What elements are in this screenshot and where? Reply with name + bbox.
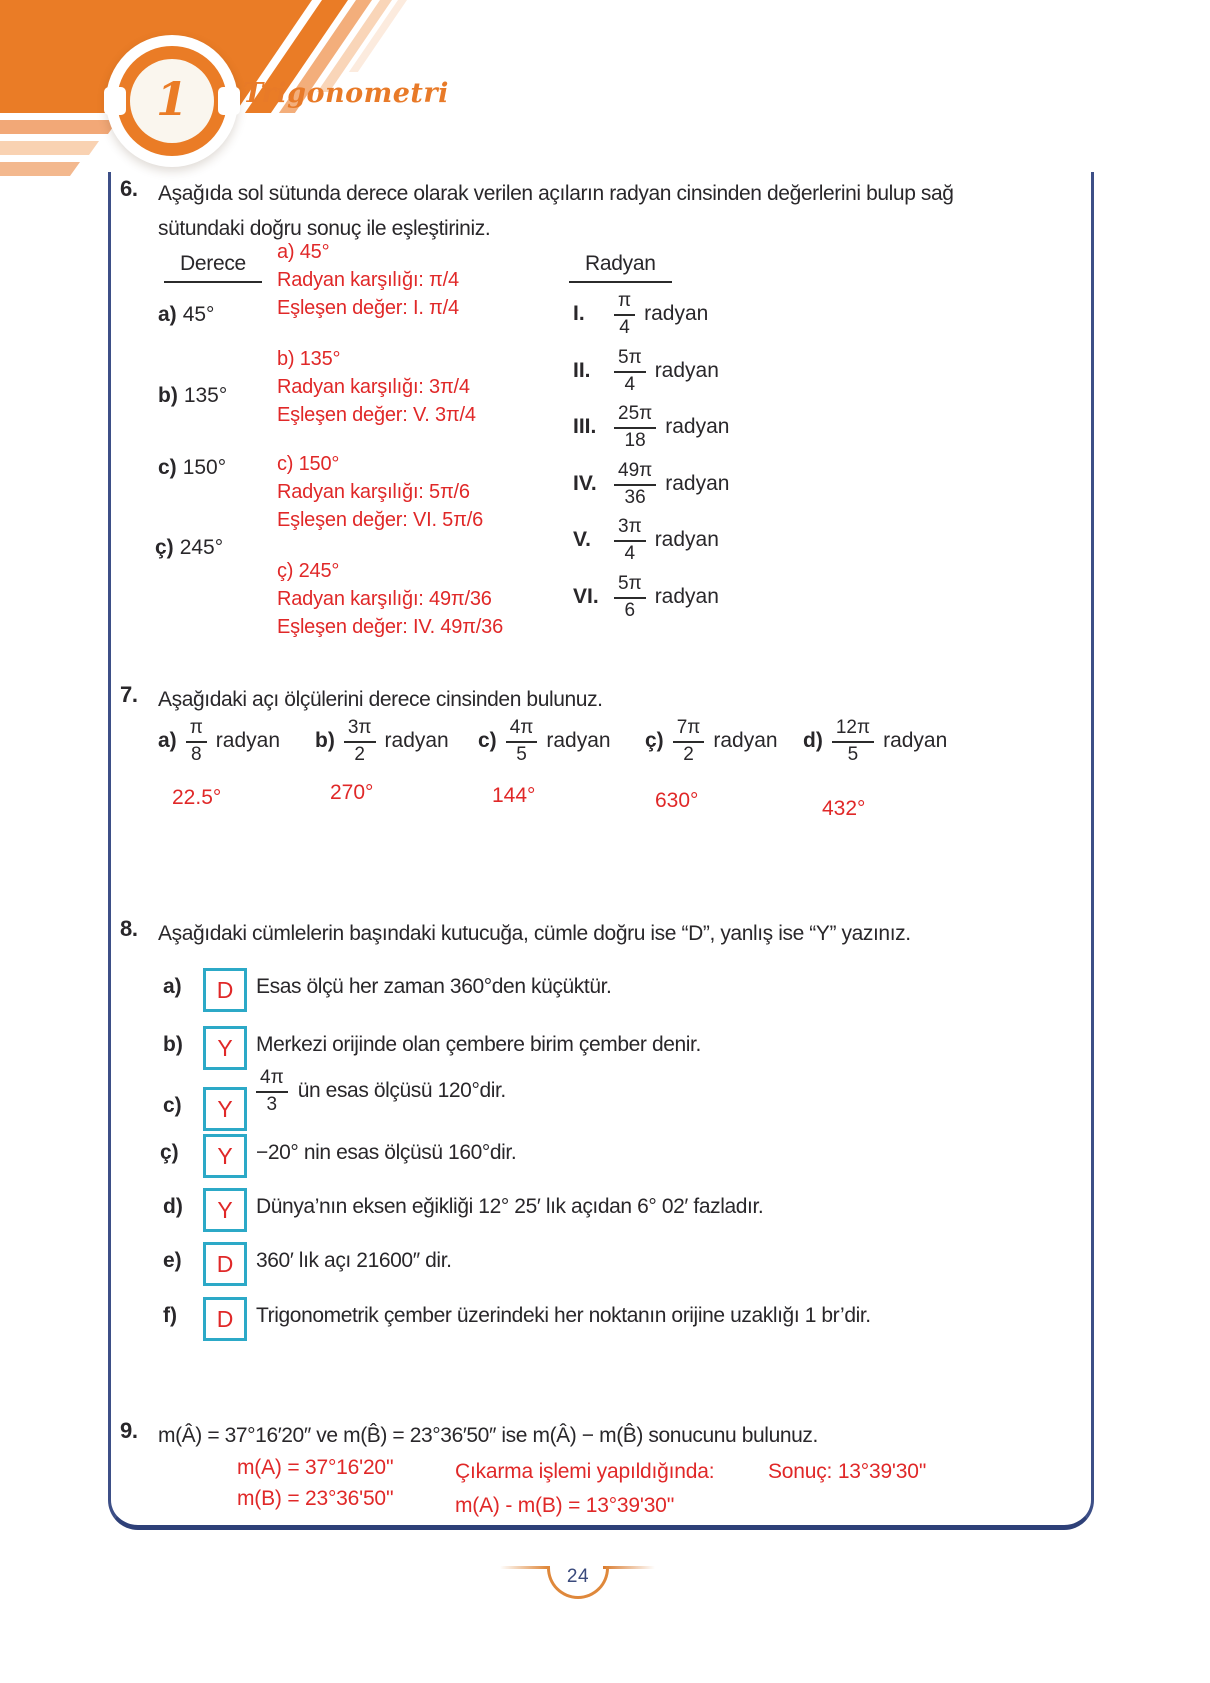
radian-option: III. $\frac{25\pi}{18}$ radyan [573, 403, 730, 451]
handwritten-answer: 432° [822, 797, 866, 820]
statement-text: 360′ lık açı 21600″ dir. [256, 1249, 452, 1272]
item-label: a) [163, 975, 182, 998]
handwritten-answer-c: c) 150° Radyan karşılığı: 5π/6 Eşleşen değer: VI. 5π/6 [277, 453, 483, 531]
item-label: d) [163, 1195, 183, 1218]
true-false-box [203, 1188, 247, 1232]
true-false-box [203, 1087, 247, 1131]
handwritten-answer-a: a) 45° Radyan karşılığı: π/4 Eşleşen değer: I. π/4 [277, 241, 459, 319]
fraction: $\frac{12\pi}{5}$ [832, 718, 874, 765]
header-left-stripe [0, 162, 80, 176]
column-header-radyan: Radyan [569, 252, 672, 283]
fraction: $\frac{5\pi}{4}$ [614, 348, 646, 395]
fraction: $\frac{3\pi}{4}$ [614, 517, 646, 564]
true-false-box [203, 968, 247, 1012]
fraction: $\frac{49\pi}{36}$ [614, 461, 656, 508]
fraction: $\frac{5\pi}{6}$ [614, 574, 646, 621]
statement-text: Dünya’nın eksen eğikliği 12° 25′ lık açıdan 6° 02′ fazladır. [256, 1195, 764, 1218]
column-header-derece: Derece [164, 252, 262, 283]
ex7-item: b) $\frac{3\pi}{2}$ radyan [315, 717, 449, 765]
degree-item: ç) 245° [155, 536, 224, 559]
footer-page-bracket [547, 1566, 609, 1599]
header-left-stripe [0, 141, 99, 155]
handwritten-letter: D [216, 1305, 234, 1332]
fraction: $\frac{3\pi}{2}$ [344, 718, 376, 765]
unit-badge-notch [218, 87, 240, 115]
handwritten-answer: 144° [492, 784, 536, 807]
fraction: $\frac{7\pi}{2}$ [673, 718, 705, 765]
handwritten-work-middle: Çıkarma işlemi yapıldığında: m(A) - m(B) = 13°39'30'' [455, 1460, 715, 1517]
degree-item: b) 135° [158, 384, 228, 407]
handwritten-letter: D [216, 976, 234, 1003]
true-false-box [203, 1297, 247, 1341]
handwritten-letter: Y [217, 1034, 233, 1061]
question-number: 7. [120, 682, 138, 707]
handwritten-letter: Y [217, 1095, 233, 1122]
handwritten-work-left: m(A) = 37°16'20'' m(B) = 23°36'50'' [237, 1456, 394, 1510]
true-false-box [203, 1242, 247, 1286]
question-number: 6. [120, 176, 138, 201]
item-label: ç) [160, 1141, 179, 1164]
ex7-item: d) $\frac{12\pi}{5}$ radyan [803, 717, 948, 765]
handwritten-letter: Y [217, 1142, 233, 1169]
page-number: 24 [566, 1566, 590, 1587]
header-left-stripe [0, 120, 118, 134]
item-label: c) [163, 1094, 182, 1117]
question-text: Aşağıda sol sütunda derece olarak verilen açıların radyan cinsinden değerlerini bulup sağ sütundaki doğru sonuç ile eşleştiriniz. [158, 182, 954, 240]
question-number: 9. [120, 1418, 138, 1443]
handwritten-answer: 22.5° [172, 786, 222, 809]
question-text: Aşağıdaki cümlelerin başındaki kutucuğa, cümle doğru ise “D”, yanlış ise “Y” yazınız. [158, 922, 911, 945]
handwritten-answer-b: b) 135° Radyan karşılığı: 3π/4 Eşleşen değer: V. 3π/4 [277, 348, 476, 426]
footer-line-right [603, 1566, 655, 1569]
radian-option: V. $\frac{3\pi}{4}$ radyan [573, 516, 719, 564]
question-number: 8. [120, 916, 138, 941]
handwritten-result: Sonuç: 13°39'30'' [768, 1460, 927, 1483]
statement-text: Trigonometrik çember üzerindeki her noktanın orijine uzaklığı 1 br’dir. [256, 1304, 871, 1327]
ex7-item: ç) $\frac{7\pi}{2}$ radyan [645, 717, 778, 765]
true-false-box [203, 1134, 247, 1178]
item-label: e) [163, 1249, 182, 1272]
unit-badge-notch [104, 87, 126, 115]
radian-option: VI. $\frac{5\pi}{6}$ radyan [573, 573, 719, 621]
fraction: $\frac{4\pi}{5}$ [506, 718, 538, 765]
handwritten-letter: Y [217, 1196, 233, 1223]
unit-badge [130, 59, 214, 143]
handwritten-answer-c-cedilla: ç) 245° Radyan karşılığı: 49π/36 Eşleşen değer: IV. 49π/36 [277, 560, 503, 638]
statement-text: −20° nin esas ölçüsü 160°dir. [256, 1141, 517, 1164]
radian-option: IV. $\frac{49\pi}{36}$ radyan [573, 460, 730, 508]
footer-line-left [500, 1566, 547, 1569]
handwritten-answer: 630° [655, 789, 699, 812]
statement-text: ün esas ölçüsü 120°dir. [297, 1079, 506, 1103]
statement-text: Merkezi orijinde olan çembere birim çember denir. [256, 1033, 701, 1056]
radian-option: I. $\frac{\pi}{4}$ radyan [573, 290, 709, 338]
item-label: b) [163, 1033, 183, 1056]
statement-with-fraction [256, 1068, 506, 1115]
unit-number: 1 [155, 72, 188, 126]
fraction: $\frac{25\pi}{18}$ [614, 404, 656, 451]
fraction: $\frac{4\pi}{3}$ [256, 1068, 288, 1115]
degree-item: c) 150° [158, 456, 227, 479]
ex7-item: a) $\frac{\pi}{8}$ radyan [158, 717, 281, 765]
handwritten-answer: 270° [330, 781, 374, 804]
fraction: $\frac{\pi}{8}$ [186, 718, 207, 765]
item-label: f) [163, 1304, 177, 1327]
true-false-box [203, 1026, 247, 1070]
question-text: m(Â) = 37°16′20″ ve m(B̂) = 23°36′50″ ise m(Â) − m(B̂) sonucunu bulunuz. [158, 1424, 818, 1447]
fraction: $\frac{\pi}{4}$ [614, 291, 635, 338]
handwritten-letter: D [216, 1250, 234, 1277]
radian-option: II. $\frac{5\pi}{4}$ radyan [573, 347, 719, 395]
chapter-title: Trigonometri [243, 78, 449, 109]
degree-item: a) 45° [158, 303, 215, 326]
statement-text: Esas ölçü her zaman 360°den küçüktür. [256, 975, 612, 998]
question-text: Aşağıdaki açı ölçülerini derece cinsinden bulunuz. [158, 688, 603, 711]
ex7-item: c) $\frac{4\pi}{5}$ radyan [478, 717, 611, 765]
